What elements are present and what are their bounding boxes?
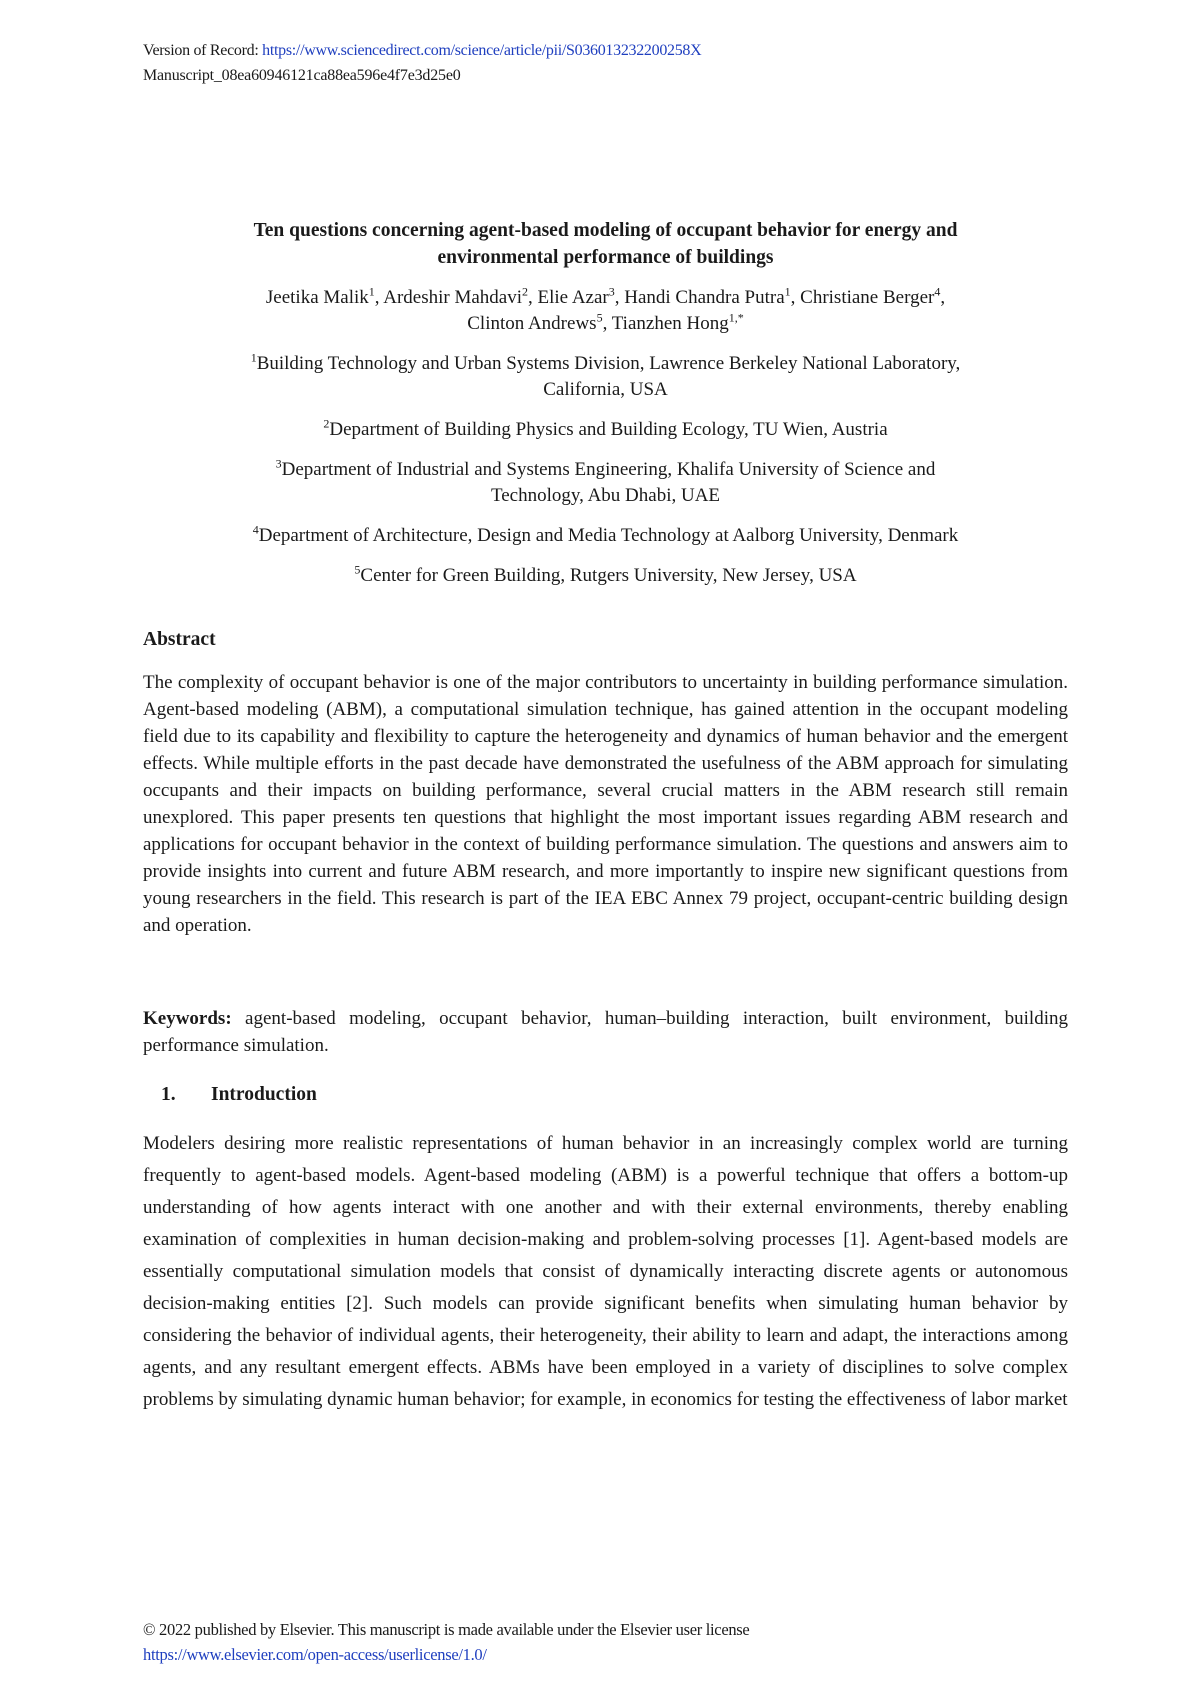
author-separator: ,: [374, 287, 384, 308]
license-link[interactable]: https://www.elsevier.com/open-access/userlicense/1.0/: [143, 1645, 487, 1664]
header-meta: [143, 38, 701, 88]
affiliation-number: 5: [354, 562, 361, 577]
affiliation-number: 1: [250, 350, 257, 365]
section-number: 1.: [161, 1084, 176, 1105]
affiliation-line: [143, 523, 1068, 549]
affiliation-line: [143, 563, 1068, 589]
introduction-heading: [143, 1082, 1068, 1108]
author-line-1: [143, 285, 1068, 311]
affiliation-number: 4: [252, 522, 259, 537]
affiliation-text: Building Technology and Urban Systems Division, Lawrence Berkeley National Laboratory,: [256, 353, 961, 374]
author-affiliation-mark: 1,*: [728, 310, 744, 325]
version-of-record-link[interactable]: https://www.sciencedirect.com/science/article/pii/S036013232200258X: [262, 42, 702, 59]
author-affiliation-mark: 3: [608, 284, 615, 299]
author-name: Elie Azar: [537, 287, 609, 308]
author-name: Tianzhen Hong: [611, 313, 729, 334]
author-affiliation-mark: 1: [784, 284, 791, 299]
title-block: [143, 217, 1068, 589]
affiliation-5: [143, 563, 1068, 589]
author-separator: ,: [790, 287, 801, 308]
affiliation-4: [143, 523, 1068, 549]
affiliation-number: 3: [275, 456, 282, 471]
affiliation-number: 2: [323, 416, 330, 431]
affiliation-2: [143, 417, 1068, 443]
title-line-1: Ten questions concerning agent-based modeling of occupant behavior for energy and: [253, 220, 958, 241]
abstract-text: The complexity of occupant behavior is one of the major contributors to uncertainty in building performance simulation. Agent-based modeling (ABM), a computational simulation technique, has gained attention in the occupant modeling field due to its capability and flexibility to capture the heterogeneity and dynamics of human behavior and the emergent effects. While multiple efforts in the past decade have demonstrated the usefulness of the ABM approach for simulating occupants and their impacts on building performance, several crucial matters in the ABM research still remain unexplored. This paper presents ten questions that highlight the most important issues regarding ABM research and applications for occupant behavior in the context of building performance simulation. The questions and answers aim to provide insights into current and future ABM research, and more importantly to inspire new significant questions from young researchers in the field. This research is part of the IEA EBC Annex 79 project, occupant-centric building design and operation.: [143, 672, 1068, 936]
author-list: [143, 285, 1068, 337]
author-line-2: [143, 311, 1068, 337]
affiliation-text: Department of Architecture, Design and Media Technology at Aalborg University, Denmark: [258, 525, 959, 546]
author-separator: ,: [602, 313, 612, 334]
introduction-section: [143, 1082, 1068, 1416]
author-affiliation-mark: 4: [934, 284, 941, 299]
author-separator: ,: [940, 287, 946, 308]
affiliation-text-cont: California, USA: [543, 379, 668, 400]
author-affiliation-mark: 1: [368, 284, 375, 299]
keywords-label: Keywords:: [143, 1008, 232, 1029]
affiliation-line: [143, 457, 1068, 483]
affiliation-text-cont: Technology, Abu Dhabi, UAE: [490, 485, 721, 506]
keywords-paragraph: [143, 1005, 1068, 1059]
version-of-record: [143, 38, 701, 63]
author-name: Handi Chandra Putra: [624, 287, 785, 308]
affiliation-1: [143, 351, 1068, 403]
author-name: Clinton Andrews: [467, 313, 597, 334]
abstract-section: [143, 627, 1068, 939]
section-title: Introduction: [211, 1084, 317, 1105]
abstract-heading: Abstract: [143, 629, 216, 650]
version-label: Version of Record:: [143, 42, 263, 59]
affiliation-line: [143, 417, 1068, 443]
author-affiliation-mark: 2: [522, 284, 529, 299]
license-footer: [143, 1617, 749, 1667]
title-line-2: environmental performance of buildings: [437, 247, 774, 268]
license-notice: © 2022 published by Elsevier. This manuscript is made available under the Elsevier user license: [143, 1620, 750, 1639]
manuscript-id: Manuscript_08ea60946121ca88ea596e4f7e3d25e0: [143, 67, 461, 84]
author-name: Christiane Berger: [800, 287, 935, 308]
author-name: Ardeshir Mahdavi: [383, 287, 523, 308]
author-affiliation-mark: 5: [596, 310, 603, 325]
affiliation-text: Center for Green Building, Rutgers University, New Jersey, USA: [360, 565, 857, 586]
keywords-section: [143, 1005, 1068, 1059]
introduction-text: Modelers desiring more realistic representations of human behavior in an increasingly complex world are turning frequently to agent-based models. Agent-based modeling (ABM) is a powerful technique that offers a bottom-up understanding of how agents interact with one another and with their external environments, thereby enabling examination of complexities in human decision-making and problem-solving processes [1]. Agent-based models are essentially computational simulation models that consist of dynamically interacting discrete agents or autonomous decision-making entities [2]. Such models can provide significant benefits when simulating human behavior by considering the behavior of individual agents, their heterogeneity, their ability to learn and adapt, the interactions among agents, and any resultant emergent effects. ABMs have been employed in a variety of disciplines to solve complex problems by simulating dynamic human behavior; for example, in economics for testing the effectiveness of labor market: [143, 1133, 1068, 1410]
author-separator: ,: [614, 287, 625, 308]
affiliation-text: Department of Industrial and Systems Engineering, Khalifa University of Science and: [281, 459, 936, 480]
affiliation-3: [143, 457, 1068, 509]
affiliation-text: Department of Building Physics and Building Ecology, TU Wien, Austria: [329, 419, 888, 440]
paper-title: [143, 217, 1068, 271]
author-name: Jeetika Malik: [265, 287, 369, 308]
author-separator: ,: [528, 287, 538, 308]
keywords-text: agent-based modeling, occupant behavior, human–building interaction, built environment, building performance simulation.: [143, 1008, 1068, 1056]
affiliation-line: [143, 351, 1068, 377]
